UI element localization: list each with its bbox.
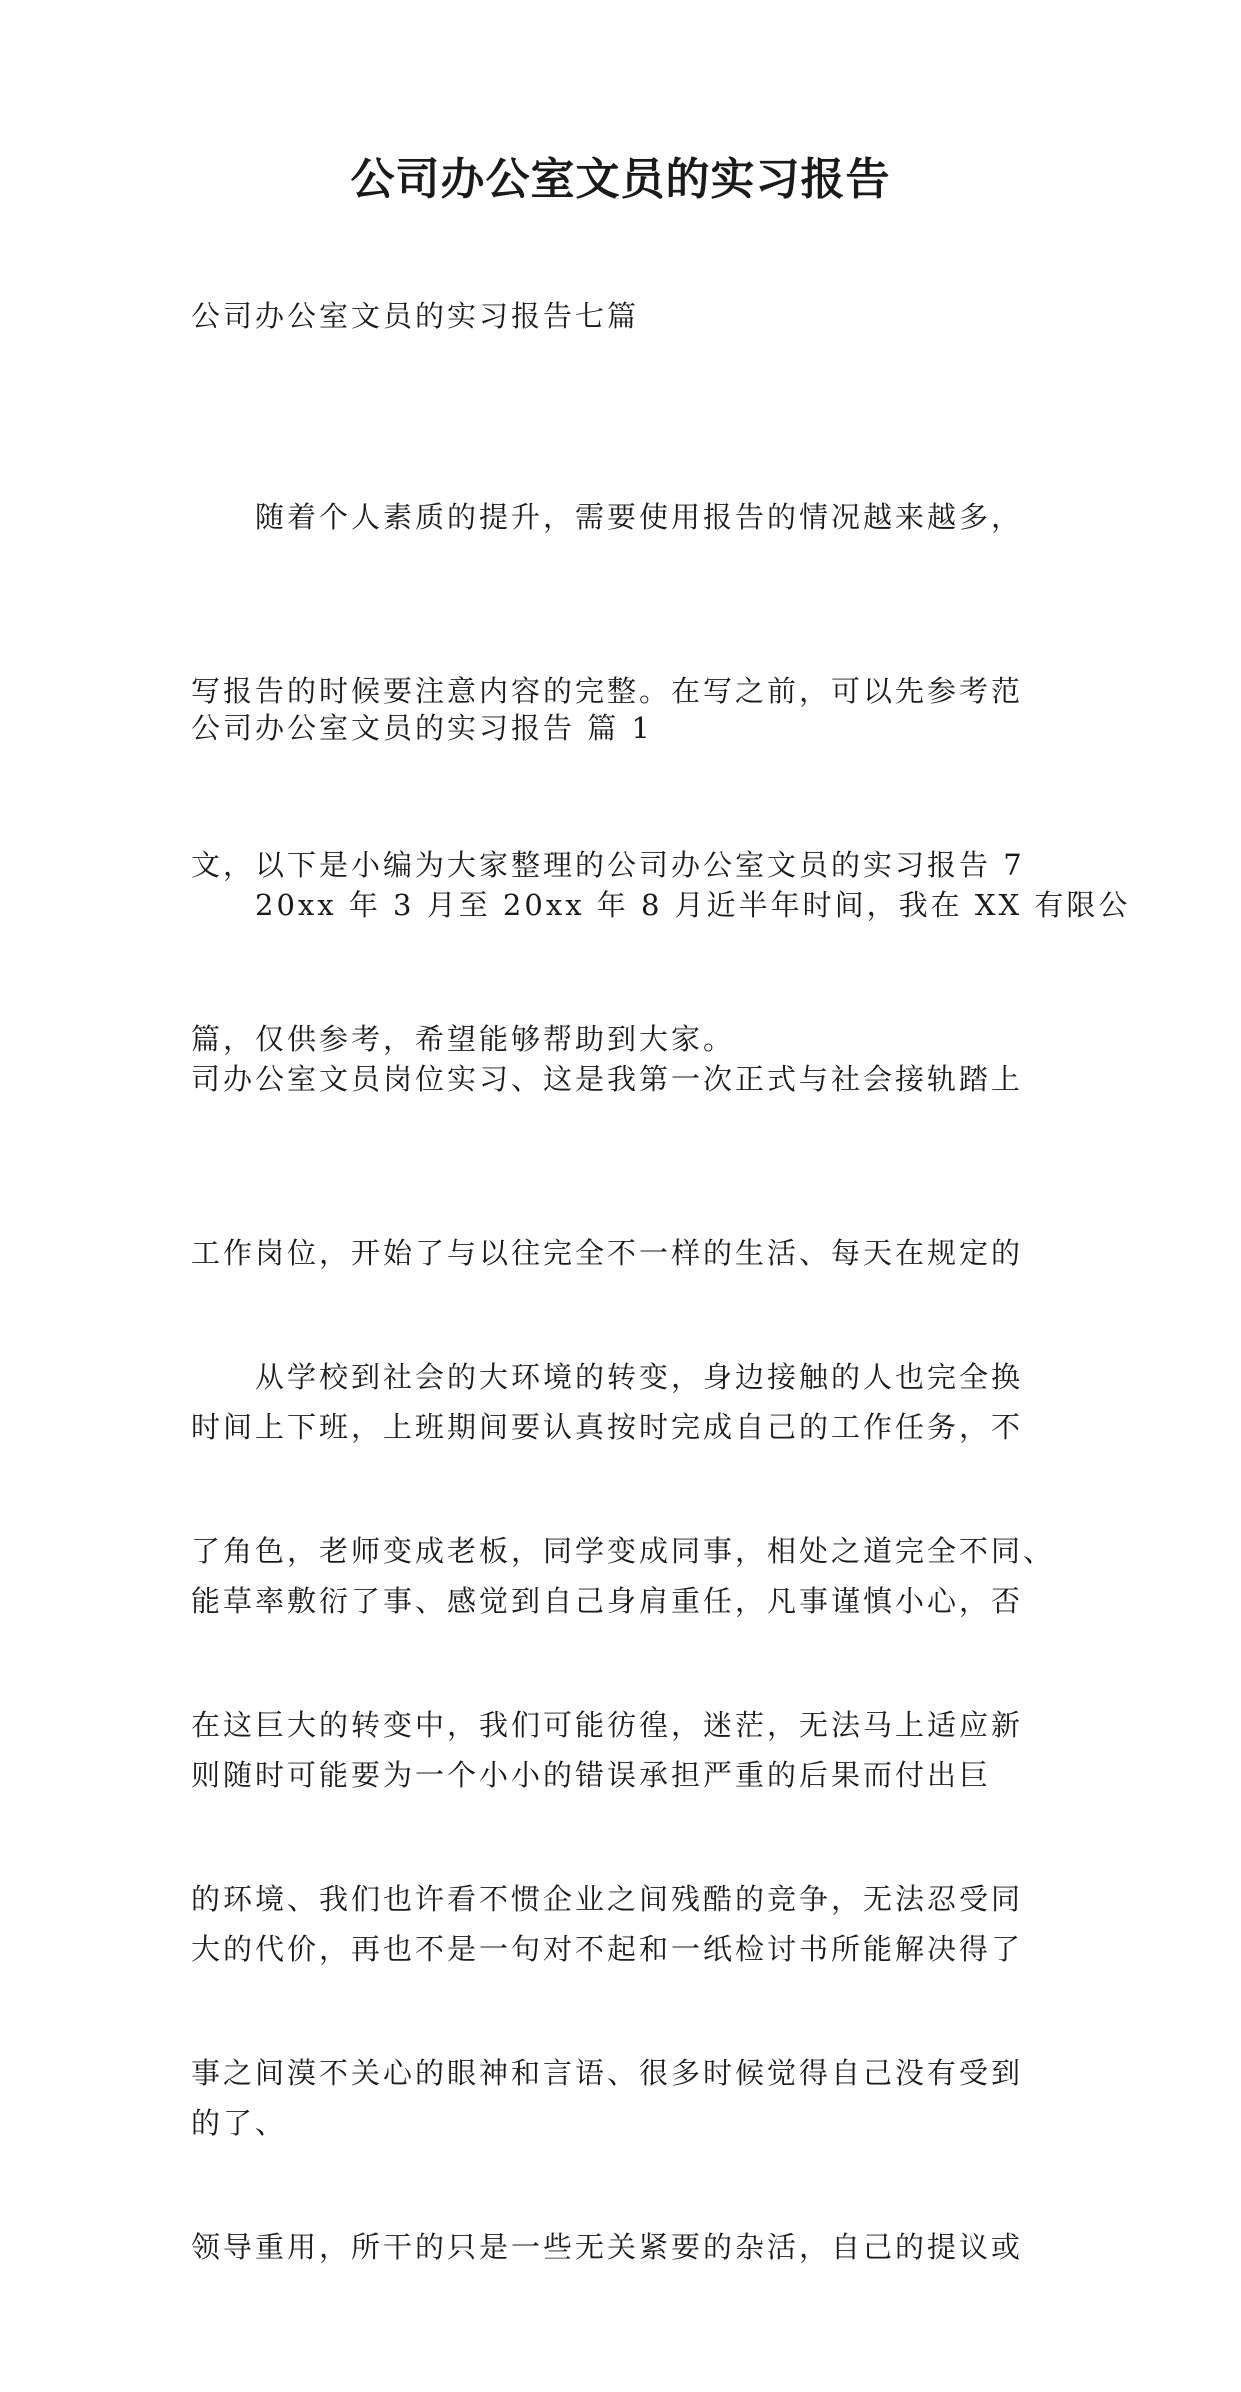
paragraph-line: 事之间漠不关心的眼神和言语、很多时候觉得自己没有受到: [191, 2056, 1024, 2090]
paragraph-line: 在这巨大的转变中，我们可能彷徨，迷茫，无法马上适应新: [191, 1708, 1024, 1742]
intro-line: 随着个人素质的提升，需要使用报告的情况越来越多，: [191, 500, 1024, 534]
body-paragraph-2: [191, 1232, 1056, 2392]
intro-line: 文，以下是小编为大家整理的公司办公室文员的实习报告 7: [191, 848, 1025, 882]
document-subtitle: 公司办公室文员的实习报告七篇: [191, 299, 640, 333]
paragraph-line: 的了、: [191, 2106, 288, 2140]
intro-line: 写报告的时候要注意内容的完整。在写之前，可以先参考范: [191, 674, 1024, 708]
paragraph-line: 工作岗位，开始了与以往完全不一样的生活、每天在规定的: [191, 1236, 1024, 1270]
paragraph-line: 大的代价，再也不是一句对不起和一纸检讨书所能解决得了: [191, 1932, 1024, 1966]
paragraph-line: 司办公室文员岗位实习、这是我第一次正式与社会接轨踏上: [191, 1062, 1024, 1096]
paragraph-line: 领导重用，所干的只是一些无关紧要的杂活，自己的提议或: [191, 2230, 1024, 2264]
page-title: 公司办公室文员的实习报告: [350, 154, 891, 205]
paragraph-line: 的环境、我们也许看不惯企业之间残酷的竞争，无法忍受同: [191, 1882, 1024, 1916]
section-heading: 公司办公室文员的实习报告 篇 1: [191, 711, 653, 745]
paragraph-line: 时间上下班，上班期间要认真按时完成自己的工作任务，不: [191, 1410, 1024, 1444]
paragraph-line: 从学校到社会的大环境的转变，身边接触的人也完全换: [191, 1360, 1024, 1394]
paragraph-line: 能草率敷衍了事、感觉到自己身肩重任，凡事谨慎小心，否: [191, 1584, 1024, 1618]
paragraph-line: 20xx 年 3 月至 20xx 年 8 月近半年时间，我在 XX 有限公: [191, 888, 1131, 922]
paragraph-line: 了角色，老师变成老板，同学变成同事，相处之道完全不同、: [191, 1534, 1056, 1568]
intro-line: 篇，仅供参考，希望能够帮助到大家。: [191, 1022, 736, 1056]
paragraph-line: 则随时可能要为一个小小的错误承担严重的后果而付出巨: [191, 1758, 992, 1792]
